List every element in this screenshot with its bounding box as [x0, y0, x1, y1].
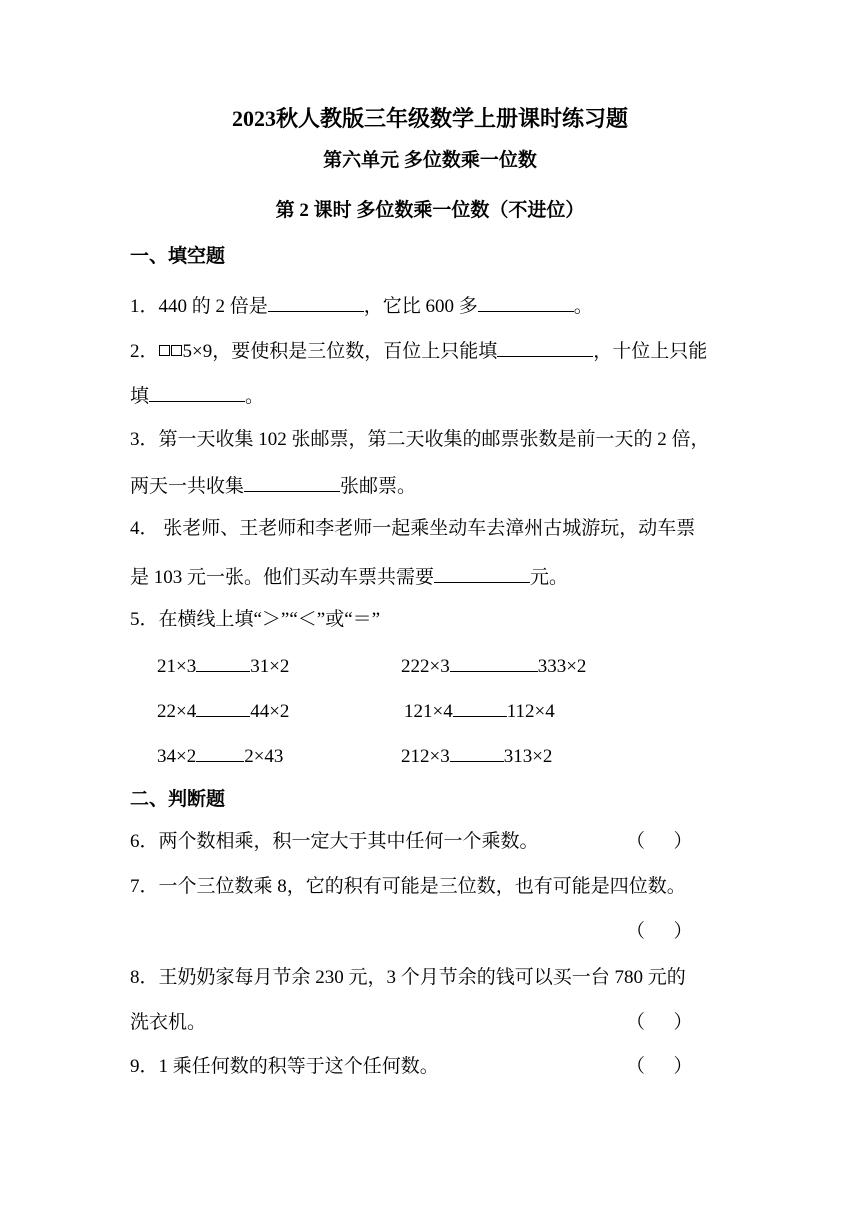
compare-item: [401, 742, 552, 769]
compare-left: 121×4: [404, 701, 453, 722]
q1-text-b: ，它比 600 多: [363, 296, 478, 317]
q1-answer-blank-1[interactable]: [268, 292, 364, 312]
q1-text-c: 。: [573, 296, 593, 317]
lesson-title: 第 2 课时 多位数乘一位数（不进位）: [275, 200, 585, 221]
q2-text-d: 填: [130, 386, 150, 407]
question-7: 7．一个三位数乘 8，它的积有可能是三位数，也有可能是四位数。: [130, 876, 686, 897]
question-8: 8．王奶奶家每月节余 230 元，3 个月节余的钱可以买一台 780 元的: [130, 967, 686, 988]
compare-right: 333×2: [537, 656, 587, 677]
compare-item: [157, 652, 289, 679]
question-4-continued: [130, 563, 568, 590]
question-3: 3．第一天收集 102 张邮票，第二天收集的邮票张数是前一天的 2 倍，: [130, 429, 710, 450]
answer-paren[interactable]: （ ）: [626, 1056, 693, 1077]
compare-left: 222×3: [401, 656, 450, 677]
compare-right: 44×2: [250, 701, 290, 722]
question-2: [130, 337, 707, 364]
q1-text-a: 1．440 的 2 倍是: [130, 296, 268, 317]
compare-blank[interactable]: [453, 697, 507, 717]
question-1: [130, 292, 593, 319]
compare-right: 2×43: [244, 746, 284, 767]
question-6: 6．两个数相乘，积一定大于其中任何一个乘数。: [130, 831, 539, 852]
q2-text-b: 5×9，要使积是三位数，百位上只能填: [182, 341, 498, 362]
q2-answer-blank-1[interactable]: [497, 337, 593, 357]
compare-right: 313×2: [503, 746, 553, 767]
q4-answer-blank[interactable]: [434, 563, 530, 583]
page-title: 2023秋人教版三年级数学上册课时练习题: [231, 106, 628, 131]
question-8-continued: 洗衣机。: [130, 1012, 207, 1033]
question-3-continued: [130, 472, 416, 499]
compare-item: [157, 697, 289, 724]
question-2-continued: [130, 382, 264, 409]
q3-answer-blank[interactable]: [244, 472, 340, 492]
q3-text-b: 两天一共收集: [130, 476, 245, 497]
empty-box-icon: [159, 345, 170, 356]
compare-blank[interactable]: [196, 697, 250, 717]
q2-text-e: 。: [245, 386, 265, 407]
compare-item: [157, 742, 283, 769]
compare-blank[interactable]: [196, 742, 244, 762]
compare-blank[interactable]: [450, 742, 504, 762]
compare-left: 22×4: [157, 701, 197, 722]
q2-answer-blank-2[interactable]: [149, 382, 245, 402]
q1-answer-blank-2[interactable]: [478, 292, 574, 312]
compare-right: 31×2: [250, 656, 290, 677]
answer-paren[interactable]: （ ）: [626, 921, 693, 942]
answer-paren[interactable]: （ ）: [626, 831, 693, 852]
section-judgement-heading: 二、判断题: [130, 789, 226, 810]
question-5: 5．在横线上填“＞”“＜”或“＝”: [130, 609, 381, 630]
compare-blank[interactable]: [450, 652, 538, 672]
question-4: 4． 张老师、王老师和李老师一起乘坐动车去漳州古城游玩，动车票: [130, 518, 696, 539]
compare-left: 212×3: [401, 746, 450, 767]
compare-right: 112×4: [506, 701, 555, 722]
q4-text-c: 元。: [530, 567, 569, 588]
q3-text-c: 张邮票。: [340, 476, 417, 497]
compare-item: [404, 697, 555, 724]
question-9: 9．1 乘任何数的积等于这个任何数。: [130, 1056, 439, 1077]
q2-text-c: ，十位上只能: [593, 341, 708, 362]
section-fill-blank-heading: 一、填空题: [130, 246, 226, 267]
empty-box-icon: [171, 345, 182, 356]
q2-number: 2．: [130, 341, 159, 362]
answer-paren[interactable]: （ ）: [626, 1012, 693, 1033]
unit-title: 第六单元 多位数乘一位数: [323, 150, 537, 171]
compare-left: 21×3: [157, 656, 197, 677]
compare-blank[interactable]: [196, 652, 250, 672]
compare-item: [401, 652, 586, 679]
compare-left: 34×2: [157, 746, 197, 767]
q4-text-b: 是 103 元一张。他们买动车票共需要: [130, 567, 435, 588]
